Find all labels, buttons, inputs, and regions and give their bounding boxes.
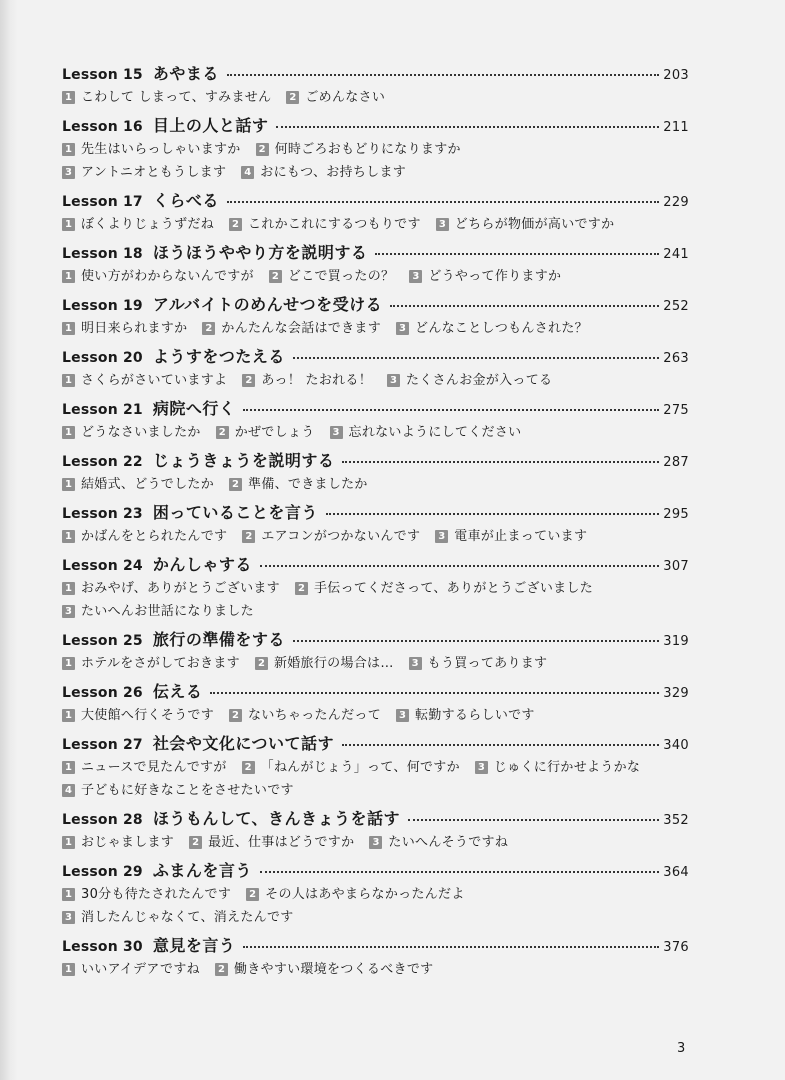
subtopic-number-badge: 3 bbox=[62, 166, 75, 179]
toc-entry bbox=[62, 114, 689, 184]
subtopic-line bbox=[62, 473, 689, 496]
subtopic-number-badge: 3 bbox=[409, 657, 422, 670]
subtopic-line bbox=[62, 958, 689, 981]
subtopic-text: 消したんじゃなくて、消えたんです bbox=[81, 910, 294, 925]
subtopic bbox=[269, 265, 394, 288]
lesson-page-number: 287 bbox=[663, 455, 689, 470]
subtopic-text: 使い方がわからないんですが bbox=[81, 269, 254, 284]
subtopic-text: 大使館へ行くそうです bbox=[81, 708, 215, 723]
lesson-title: 旅行の準備をする bbox=[152, 630, 285, 649]
lesson-title: ほうほうややり方を説明する bbox=[152, 243, 368, 262]
subtopic bbox=[62, 906, 294, 929]
toc-entry bbox=[62, 553, 689, 623]
lesson-page-number: 340 bbox=[663, 738, 689, 753]
subtopic bbox=[62, 600, 254, 623]
lesson-label: Lesson 30 bbox=[62, 939, 143, 955]
lesson-page-number: 203 bbox=[663, 68, 689, 83]
dot-leader bbox=[293, 640, 659, 642]
lesson-title: ようすをつたえる bbox=[152, 347, 285, 366]
subtopic-number-badge: 1 bbox=[62, 836, 75, 849]
subtopic bbox=[286, 86, 385, 109]
lesson-page-number: 252 bbox=[663, 299, 689, 314]
subtopic-text: 子どもに好きなことをさせたいです bbox=[81, 783, 294, 798]
subtopic-number-badge: 1 bbox=[62, 270, 75, 283]
subtopic-number-badge: 1 bbox=[62, 426, 75, 439]
subtopic-text: ないちゃったんだって bbox=[248, 708, 382, 723]
subtopic bbox=[396, 317, 588, 340]
toc-entry bbox=[62, 628, 689, 675]
lesson-label: Lesson 18 bbox=[62, 246, 143, 262]
subtopic-text: ごめんなさい bbox=[305, 90, 386, 105]
lesson-title: 目上の人と話す bbox=[152, 116, 269, 135]
subtopic bbox=[369, 831, 508, 854]
table-of-contents bbox=[62, 62, 689, 981]
lesson-title: あやまる bbox=[152, 64, 219, 83]
lesson-heading bbox=[62, 807, 689, 831]
lesson-label: Lesson 29 bbox=[62, 864, 143, 880]
subtopic-text: 「ねんがじょう」って、何ですか bbox=[260, 760, 460, 775]
subtopic-number-badge: 2 bbox=[286, 91, 299, 104]
subtopic bbox=[62, 958, 200, 981]
dot-leader bbox=[293, 357, 659, 359]
subtopic-number-badge: 1 bbox=[62, 657, 75, 670]
subtopic-number-badge: 1 bbox=[62, 322, 75, 335]
lesson-title: ほうもんして、きんきょうを話す bbox=[152, 809, 401, 828]
subtopic-line bbox=[62, 652, 689, 675]
subtopic-number-badge: 2 bbox=[202, 322, 215, 335]
subtopic bbox=[475, 756, 640, 779]
subtopic-number-badge: 3 bbox=[435, 530, 448, 543]
page-number: 3 bbox=[677, 1041, 686, 1056]
toc-entry bbox=[62, 934, 689, 981]
page-edge-shadow bbox=[0, 0, 18, 1080]
subtopic-number-badge: 1 bbox=[62, 530, 75, 543]
subtopic bbox=[62, 265, 254, 288]
lesson-heading bbox=[62, 680, 689, 704]
dot-leader bbox=[342, 461, 659, 463]
subtopic-text: もう買ってあります bbox=[427, 656, 548, 671]
subtopic-text: こわして しまって、すみません bbox=[81, 90, 272, 105]
lesson-label: Lesson 16 bbox=[62, 119, 143, 135]
subtopic-text: かぜでしょう bbox=[234, 425, 315, 440]
subtopic bbox=[62, 756, 227, 779]
subtopic-number-badge: 2 bbox=[242, 530, 255, 543]
subtopic-number-badge: 3 bbox=[62, 911, 75, 924]
lesson-heading bbox=[62, 62, 689, 86]
subtopic-text: どこで買ったの？ bbox=[287, 269, 395, 284]
dot-leader bbox=[326, 513, 659, 515]
subtopic-number-badge: 2 bbox=[216, 426, 229, 439]
subtopic-line bbox=[62, 161, 689, 184]
subtopic-number-badge: 2 bbox=[215, 963, 228, 976]
lesson-title: 伝える bbox=[152, 682, 203, 701]
subtopic-text: 結婚式、どうでしたか bbox=[81, 477, 215, 492]
lesson-title: かんしゃする bbox=[152, 555, 252, 574]
lesson-page-number: 229 bbox=[663, 195, 689, 210]
subtopic-text: 忘れないようにしてください bbox=[348, 425, 522, 440]
subtopic bbox=[256, 138, 461, 161]
lesson-page-number: 275 bbox=[663, 403, 689, 418]
lesson-heading bbox=[62, 293, 689, 317]
lesson-page-number: 352 bbox=[663, 813, 689, 828]
subtopic bbox=[242, 369, 372, 392]
subtopic-text: おみやげ、ありがとうございます bbox=[81, 581, 280, 596]
subtopic-text: たくさんお金が入ってる bbox=[406, 373, 553, 388]
subtopic bbox=[295, 577, 593, 600]
subtopic-text: じゅくに行かせようかな bbox=[493, 760, 641, 775]
subtopic-number-badge: 1 bbox=[62, 709, 75, 722]
lesson-page-number: 211 bbox=[663, 120, 689, 135]
subtopic-number-badge: 1 bbox=[62, 761, 75, 774]
subtopic-text: かばんをとられたんです bbox=[81, 529, 228, 544]
subtopic-text: さくらがさいていますよ bbox=[81, 373, 228, 388]
subtopic bbox=[62, 138, 241, 161]
dot-leader bbox=[276, 126, 659, 128]
lesson-page-number: 319 bbox=[663, 634, 689, 649]
subtopic bbox=[242, 756, 460, 779]
subtopic-text: どうなさいましたか bbox=[81, 425, 201, 440]
subtopic-number-badge: 3 bbox=[436, 218, 449, 231]
dot-leader bbox=[260, 565, 659, 567]
subtopic bbox=[396, 704, 535, 727]
subtopic-text: どうやって作りますか bbox=[428, 269, 562, 284]
subtopic-text: これかこれにするつもりです bbox=[248, 217, 421, 232]
subtopic bbox=[436, 213, 615, 236]
subtopic-text: いいアイデアですね bbox=[81, 962, 200, 977]
subtopic-text: おにもつ、お持ちします bbox=[260, 165, 407, 180]
lesson-label: Lesson 27 bbox=[62, 737, 143, 753]
toc-entry bbox=[62, 732, 689, 802]
subtopic-line bbox=[62, 906, 689, 929]
lesson-heading bbox=[62, 501, 689, 525]
subtopic-number-badge: 1 bbox=[62, 888, 75, 901]
dot-leader bbox=[243, 409, 659, 411]
lesson-title: アルバイトのめんせつを受ける bbox=[152, 295, 383, 314]
subtopic-line bbox=[62, 525, 689, 548]
subtopic-number-badge: 3 bbox=[475, 761, 488, 774]
toc-entry bbox=[62, 241, 689, 288]
toc-entry bbox=[62, 501, 689, 548]
subtopic bbox=[62, 369, 227, 392]
subtopic-text: 新婚旅行の場合は… bbox=[273, 656, 394, 671]
dot-leader bbox=[210, 692, 659, 694]
subtopic-text: 手伝ってくださって、ありがとうございました bbox=[313, 581, 594, 596]
subtopic-line bbox=[62, 265, 689, 288]
subtopic-number-badge: 2 bbox=[242, 374, 255, 387]
subtopic-number-badge: 1 bbox=[62, 478, 75, 491]
lesson-heading bbox=[62, 732, 689, 756]
lesson-label: Lesson 19 bbox=[62, 298, 143, 314]
lesson-label: Lesson 21 bbox=[62, 402, 143, 418]
subtopic bbox=[189, 831, 354, 854]
subtopic-number-badge: 2 bbox=[229, 709, 242, 722]
subtopic-text: おじゃまします bbox=[81, 835, 175, 850]
subtopic bbox=[255, 652, 394, 675]
subtopic bbox=[330, 421, 522, 444]
dot-leader bbox=[227, 201, 659, 203]
lesson-heading bbox=[62, 345, 689, 369]
subtopic-line bbox=[62, 577, 689, 600]
subtopic-text: 転勤するらしいです bbox=[415, 708, 535, 723]
lesson-label: Lesson 24 bbox=[62, 558, 143, 574]
subtopic-number-badge: 2 bbox=[269, 270, 282, 283]
lesson-title: じょうきょうを説明する bbox=[152, 451, 335, 470]
subtopic bbox=[62, 883, 231, 906]
toc-entry bbox=[62, 189, 689, 236]
subtopic bbox=[242, 525, 420, 548]
subtopic-number-badge: 2 bbox=[295, 582, 308, 595]
subtopic-text: たいへんそうですね bbox=[388, 835, 509, 850]
subtopic-number-badge: 1 bbox=[62, 91, 75, 104]
subtopic-text: 準備、できましたか bbox=[248, 477, 368, 492]
lesson-page-number: 329 bbox=[663, 686, 689, 701]
subtopic-number-badge: 3 bbox=[396, 322, 409, 335]
subtopic-number-badge: 3 bbox=[62, 605, 75, 618]
subtopic-text: ニュースで見たんですが bbox=[81, 760, 227, 775]
subtopic bbox=[215, 958, 434, 981]
lesson-heading bbox=[62, 397, 689, 421]
lesson-label: Lesson 17 bbox=[62, 194, 143, 210]
lesson-page-number: 376 bbox=[663, 940, 689, 955]
subtopic-text: かんたんな会話はできます bbox=[221, 321, 382, 336]
dot-leader bbox=[390, 305, 659, 307]
subtopic-text: 働きやすい環境をつくるべきです bbox=[233, 962, 434, 977]
lesson-heading bbox=[62, 628, 689, 652]
subtopic-number-badge: 2 bbox=[246, 888, 259, 901]
subtopic-text: 30分も待たされたんです bbox=[81, 887, 232, 902]
lesson-title: 意見を言う bbox=[152, 936, 236, 955]
toc-entry bbox=[62, 680, 689, 727]
dot-leader bbox=[227, 74, 659, 76]
subtopic-text: その人はあやまらなかったんだよ bbox=[265, 887, 465, 902]
lesson-title: 社会や文化について話す bbox=[152, 734, 335, 753]
lesson-label: Lesson 25 bbox=[62, 633, 143, 649]
lesson-label: Lesson 26 bbox=[62, 685, 143, 701]
subtopic-line bbox=[62, 883, 689, 906]
lesson-page-number: 263 bbox=[663, 351, 689, 366]
subtopic-line bbox=[62, 86, 689, 109]
subtopic-text: エアコンがつかないんです bbox=[261, 529, 421, 544]
lesson-page-number: 241 bbox=[663, 247, 689, 262]
subtopic-text: 明日来られますか bbox=[81, 321, 188, 336]
subtopic-text: あっ！ たおれる！ bbox=[261, 373, 373, 388]
subtopic bbox=[62, 779, 294, 802]
lesson-title: 病院へ行く bbox=[152, 399, 236, 418]
subtopic-text: アントニオともうします bbox=[81, 165, 227, 180]
lesson-heading bbox=[62, 114, 689, 138]
subtopic bbox=[62, 317, 187, 340]
subtopic-number-badge: 2 bbox=[229, 478, 242, 491]
subtopic bbox=[62, 213, 214, 236]
subtopic-line bbox=[62, 779, 689, 802]
lesson-heading bbox=[62, 553, 689, 577]
subtopic-line bbox=[62, 138, 689, 161]
subtopic-line bbox=[62, 756, 689, 779]
subtopic-text: 電車が止まっています bbox=[454, 529, 588, 544]
toc-entry bbox=[62, 859, 689, 929]
subtopic bbox=[409, 652, 548, 675]
subtopic bbox=[202, 317, 381, 340]
subtopic-number-badge: 1 bbox=[62, 582, 75, 595]
lesson-page-number: 364 bbox=[663, 865, 689, 880]
lesson-heading bbox=[62, 934, 689, 958]
subtopic-number-badge: 3 bbox=[396, 709, 409, 722]
subtopic bbox=[62, 831, 174, 854]
lesson-label: Lesson 28 bbox=[62, 812, 143, 828]
subtopic bbox=[216, 421, 315, 444]
subtopic-number-badge: 2 bbox=[255, 657, 268, 670]
toc-entry bbox=[62, 62, 689, 109]
subtopic-line bbox=[62, 213, 689, 236]
subtopic-line bbox=[62, 600, 689, 623]
subtopic bbox=[62, 525, 227, 548]
subtopic-line bbox=[62, 704, 689, 727]
subtopic-line bbox=[62, 421, 689, 444]
subtopic-text: 先生はいらっしゃいますか bbox=[81, 142, 241, 157]
subtopic-number-badge: 2 bbox=[242, 761, 255, 774]
toc-entry bbox=[62, 345, 689, 392]
dot-leader bbox=[408, 819, 659, 821]
dot-leader bbox=[375, 253, 659, 255]
subtopic-text: どちらが物価が高いですか bbox=[454, 217, 615, 232]
dot-leader bbox=[243, 946, 659, 948]
subtopic-text: 最近、仕事はどうですか bbox=[208, 835, 355, 850]
subtopic-number-badge: 4 bbox=[241, 166, 254, 179]
subtopic bbox=[62, 161, 226, 184]
lesson-label: Lesson 23 bbox=[62, 506, 143, 522]
subtopic bbox=[62, 652, 240, 675]
subtopic-number-badge: 1 bbox=[62, 374, 75, 387]
lesson-page-number: 295 bbox=[663, 507, 689, 522]
lesson-heading bbox=[62, 449, 689, 473]
toc-entry bbox=[62, 293, 689, 340]
subtopic-text: どんなことしつもんされた？ bbox=[415, 321, 588, 336]
dot-leader bbox=[260, 871, 659, 873]
subtopic bbox=[409, 265, 561, 288]
subtopic-number-badge: 1 bbox=[62, 963, 75, 976]
lesson-heading bbox=[62, 859, 689, 883]
subtopic-line bbox=[62, 831, 689, 854]
toc-entry bbox=[62, 449, 689, 496]
subtopic bbox=[229, 213, 421, 236]
subtopic bbox=[62, 577, 280, 600]
subtopic-line bbox=[62, 317, 689, 340]
subtopic bbox=[229, 473, 368, 496]
toc-entry bbox=[62, 397, 689, 444]
subtopic-number-badge: 4 bbox=[62, 784, 75, 797]
subtopic bbox=[229, 704, 381, 727]
subtopic bbox=[387, 369, 552, 392]
subtopic-text: ホテルをさがしておきます bbox=[81, 656, 240, 671]
lesson-title: 困っていることを言う bbox=[152, 503, 318, 522]
subtopic bbox=[62, 86, 271, 109]
toc-entry bbox=[62, 807, 689, 854]
subtopic-text: 何時ごろおもどりになりますか bbox=[274, 142, 461, 157]
subtopic bbox=[62, 473, 214, 496]
subtopic-number-badge: 3 bbox=[409, 270, 422, 283]
lesson-heading bbox=[62, 241, 689, 265]
subtopic-number-badge: 1 bbox=[62, 143, 75, 156]
subtopic-number-badge: 2 bbox=[189, 836, 202, 849]
subtopic-number-badge: 3 bbox=[369, 836, 382, 849]
subtopic bbox=[435, 525, 587, 548]
subtopic-text: ぼくよりじょうずだね bbox=[81, 217, 215, 232]
subtopic bbox=[62, 704, 214, 727]
lesson-label: Lesson 15 bbox=[62, 67, 143, 83]
lesson-label: Lesson 22 bbox=[62, 454, 143, 470]
subtopic-text: たいへんお世話になりました bbox=[81, 604, 254, 619]
dot-leader bbox=[342, 744, 659, 746]
subtopic-number-badge: 2 bbox=[256, 143, 269, 156]
lesson-heading bbox=[62, 189, 689, 213]
subtopic bbox=[241, 161, 406, 184]
subtopic bbox=[62, 421, 201, 444]
subtopic-line bbox=[62, 369, 689, 392]
subtopic bbox=[246, 883, 465, 906]
lesson-title: ふまんを言う bbox=[152, 861, 252, 880]
subtopic-number-badge: 2 bbox=[229, 218, 242, 231]
subtopic-number-badge: 3 bbox=[387, 374, 400, 387]
subtopic-number-badge: 3 bbox=[330, 426, 343, 439]
lesson-page-number: 307 bbox=[663, 559, 689, 574]
subtopic-number-badge: 1 bbox=[62, 218, 75, 231]
lesson-label: Lesson 20 bbox=[62, 350, 143, 366]
lesson-title: くらべる bbox=[152, 191, 219, 210]
